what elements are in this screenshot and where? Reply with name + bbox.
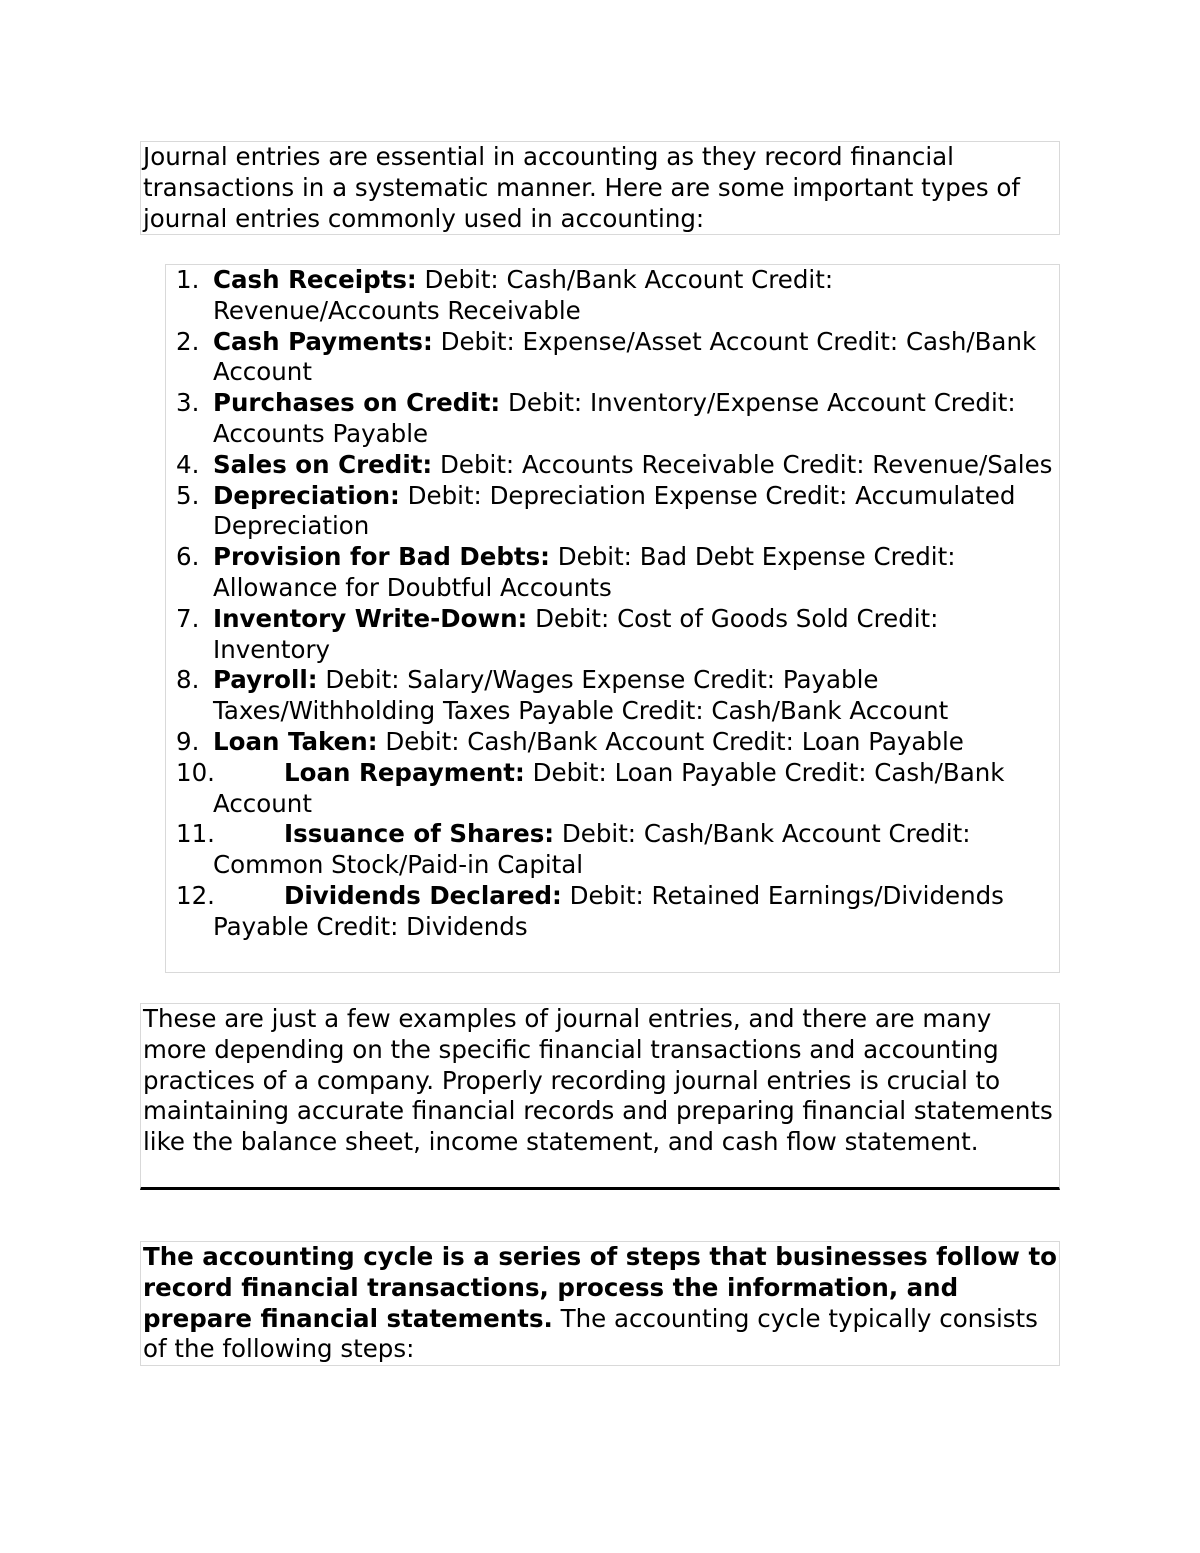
item-description: Debit: Cash/Bank Account Credit: Loan Payable [385, 726, 964, 756]
list-item [166, 388, 1059, 450]
list-item [166, 450, 1059, 481]
cycle-rest-text: The accounting cycle typically consists of the following steps: [143, 1303, 1038, 1364]
item-title: Cash Payments: [213, 326, 433, 356]
list-item [166, 881, 1059, 943]
item-description: Debit: Depreciation Expense Credit: Accumulated Depreciation [213, 480, 1016, 541]
item-description: Debit: Retained Earnings/Dividends Payable Credit: Dividends [213, 880, 1004, 941]
item-description: Debit: Cost of Goods Sold Credit: Inventory [213, 603, 939, 664]
item-description: Debit: Cash/Bank Account Credit: Common Stock/Paid-in Capital [213, 819, 971, 880]
item-description: Debit: Accounts Receivable Credit: Revenue/Sales [440, 449, 1053, 479]
list-item [166, 727, 1059, 758]
list-item [166, 604, 1059, 666]
cycle-bold-text: The accounting cycle is a series of steps that businesses follow to record financial transactions, process the information, and prepare financial statements. [143, 1242, 1058, 1333]
item-number: 2. [176, 326, 200, 356]
list-item [166, 265, 1059, 327]
item-number: 11. [176, 819, 215, 849]
item-description: Debit: Salary/Wages Expense Credit: Payable Taxes/Withholding Taxes Payable Credit: Cash/Bank Account [213, 665, 949, 726]
item-description: Debit: Cash/Bank Account Credit: Revenue/Accounts Receivable [213, 265, 834, 325]
item-description: Debit: Expense/Asset Account Credit: Cash/Bank Account [213, 326, 1037, 387]
item-number: 12. [176, 880, 215, 910]
item-title: Sales on Credit: [213, 449, 433, 479]
item-number: 9. [176, 726, 200, 756]
item-title: Payroll: [213, 665, 318, 695]
item-title: Loan Taken: [213, 726, 378, 756]
closing-text: These are just a few examples of journal entries, and there are many more depending on the specific financial transactions and accounting practices of a company. Properly recording journal entries is crucial to maintaining accurate financial records and preparing financial statements like the balance sheet, income statement, and cash flow statement. [143, 1004, 1053, 1157]
journal-entries-list [165, 264, 1060, 973]
intro-text: Journal entries are essential in accounting as they record financial transactions in a systematic manner. Here are some important types of journal entries commonly used in accounting: [143, 142, 1021, 233]
list-item [166, 327, 1059, 389]
item-number: 8. [176, 665, 200, 695]
item-number: 6. [176, 542, 200, 572]
item-number: 1. [176, 265, 200, 294]
list-item [166, 665, 1059, 727]
item-title: Provision for Bad Debts: [213, 542, 550, 572]
item-number: 4. [176, 449, 200, 479]
item-title: Loan Repayment: [284, 757, 525, 787]
item-title: Issuance of Shares: [284, 819, 555, 849]
list-item [166, 758, 1059, 820]
item-number: 10. [176, 757, 215, 787]
accounting-cycle-paragraph [140, 1241, 1060, 1366]
cycle-text [143, 1242, 1059, 1365]
closing-paragraph [140, 1003, 1060, 1190]
item-title: Depreciation: [213, 480, 400, 510]
item-number: 3. [176, 388, 200, 418]
list-item [166, 819, 1059, 881]
item-number: 5. [176, 480, 200, 510]
item-number: 7. [176, 603, 200, 633]
intro-paragraph [140, 141, 1060, 235]
list-item [166, 542, 1059, 604]
item-description: Debit: Loan Payable Credit: Cash/Bank Account [213, 757, 1005, 818]
list-item [166, 481, 1059, 543]
item-title: Dividends Declared: [284, 880, 562, 910]
item-description: Debit: Bad Debt Expense Credit: Allowance for Doubtful Accounts [213, 542, 956, 602]
item-title: Inventory Write-Down: [213, 603, 528, 633]
item-title: Cash Receipts: [213, 265, 417, 294]
item-title: Purchases on Credit: [213, 388, 501, 418]
item-description: Debit: Inventory/Expense Account Credit: Accounts Payable [213, 388, 1016, 448]
